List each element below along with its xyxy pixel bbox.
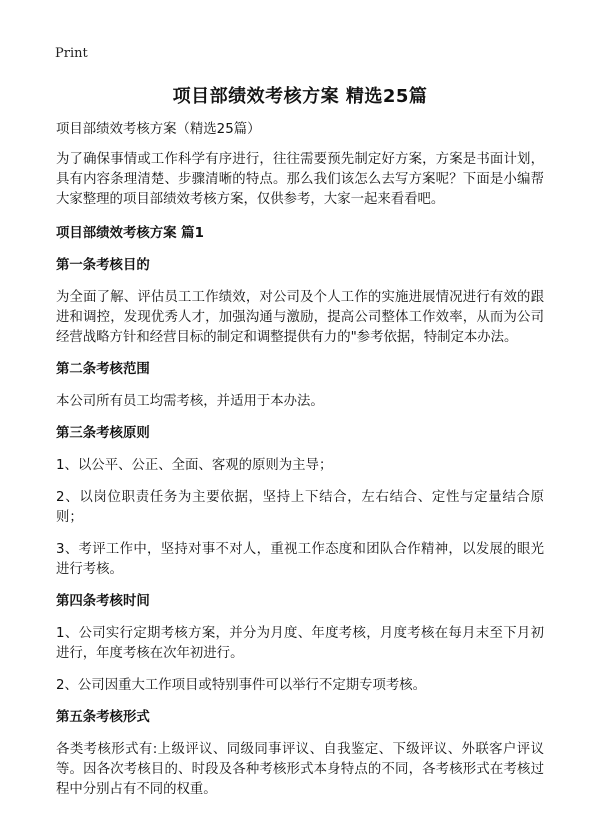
piece-title: 项目部绩效考核方案 篇1 [56,226,204,241]
section-heading-purpose: 第一条考核目的 [56,258,150,273]
section-paragraph: 为全面了解、评估员工工作绩效，对公司及个人工作的实施进展情况进行有效的跟进和调控，发现优秀人才，加强沟通与激励，提高公司整体工作效率，从而为公司经营战略方针和经营目标的制定和调整提供有力的"参考依据，特制定本办法。 [56,290,544,345]
print-label[interactable]: Print [55,46,88,61]
section-paragraph: 2、以岗位职责任务为主要依据，坚持上下结合，左右结合、定性与定量结合原则； [56,490,544,525]
section-heading-principles: 第三条考核原则 [56,426,150,441]
section-paragraph: 3、考评工作中，坚持对事不对人，重视工作态度和团队合作精神，以发展的眼光进行考核。 [56,542,544,577]
section-paragraph: 1、以公平、公正、全面、客观的原则为主导； [56,458,333,473]
section-paragraph: 各类考核形式有:上级评议、同级同事评议、自我鉴定、下级评议、外联客户评议等。因各次考核目的、时段及各种考核形式本身特点的不同，各考核形式在考核过程中分别占有不同的权重。 [56,742,544,797]
section-heading-form: 第五条考核形式 [56,710,150,725]
subtitle: 项目部绩效考核方案（精选25篇） [56,122,261,137]
page-title: 项目部绩效考核方案 精选25篇 [172,86,428,107]
section-heading-time: 第四条考核时间 [56,594,150,609]
section-paragraph: 本公司所有员工均需考核，并适用于本办法。 [56,394,324,409]
section-paragraph: 2、公司因重大工作项目或特别事件可以举行不定期专项考核。 [56,678,427,693]
section-heading-scope: 第二条考核范围 [56,362,150,377]
section-paragraph: 1、公司实行定期考核方案，并分为月度、年度考核，月度考核在每月末至下月初进行，年度考核在次年初进行。 [56,626,544,661]
document-body [56,120,544,812]
intro-paragraph: 为了确保事情或工作科学有序进行，往往需要预先制定好方案，方案是书面计划，具有内容条理清楚、步骤清晰的特点。那么我们该怎么去写方案呢？下面是小编帮大家整理的项目部绩效考核方案，仅供参考，大家一起来看看吧。 [56,152,544,207]
